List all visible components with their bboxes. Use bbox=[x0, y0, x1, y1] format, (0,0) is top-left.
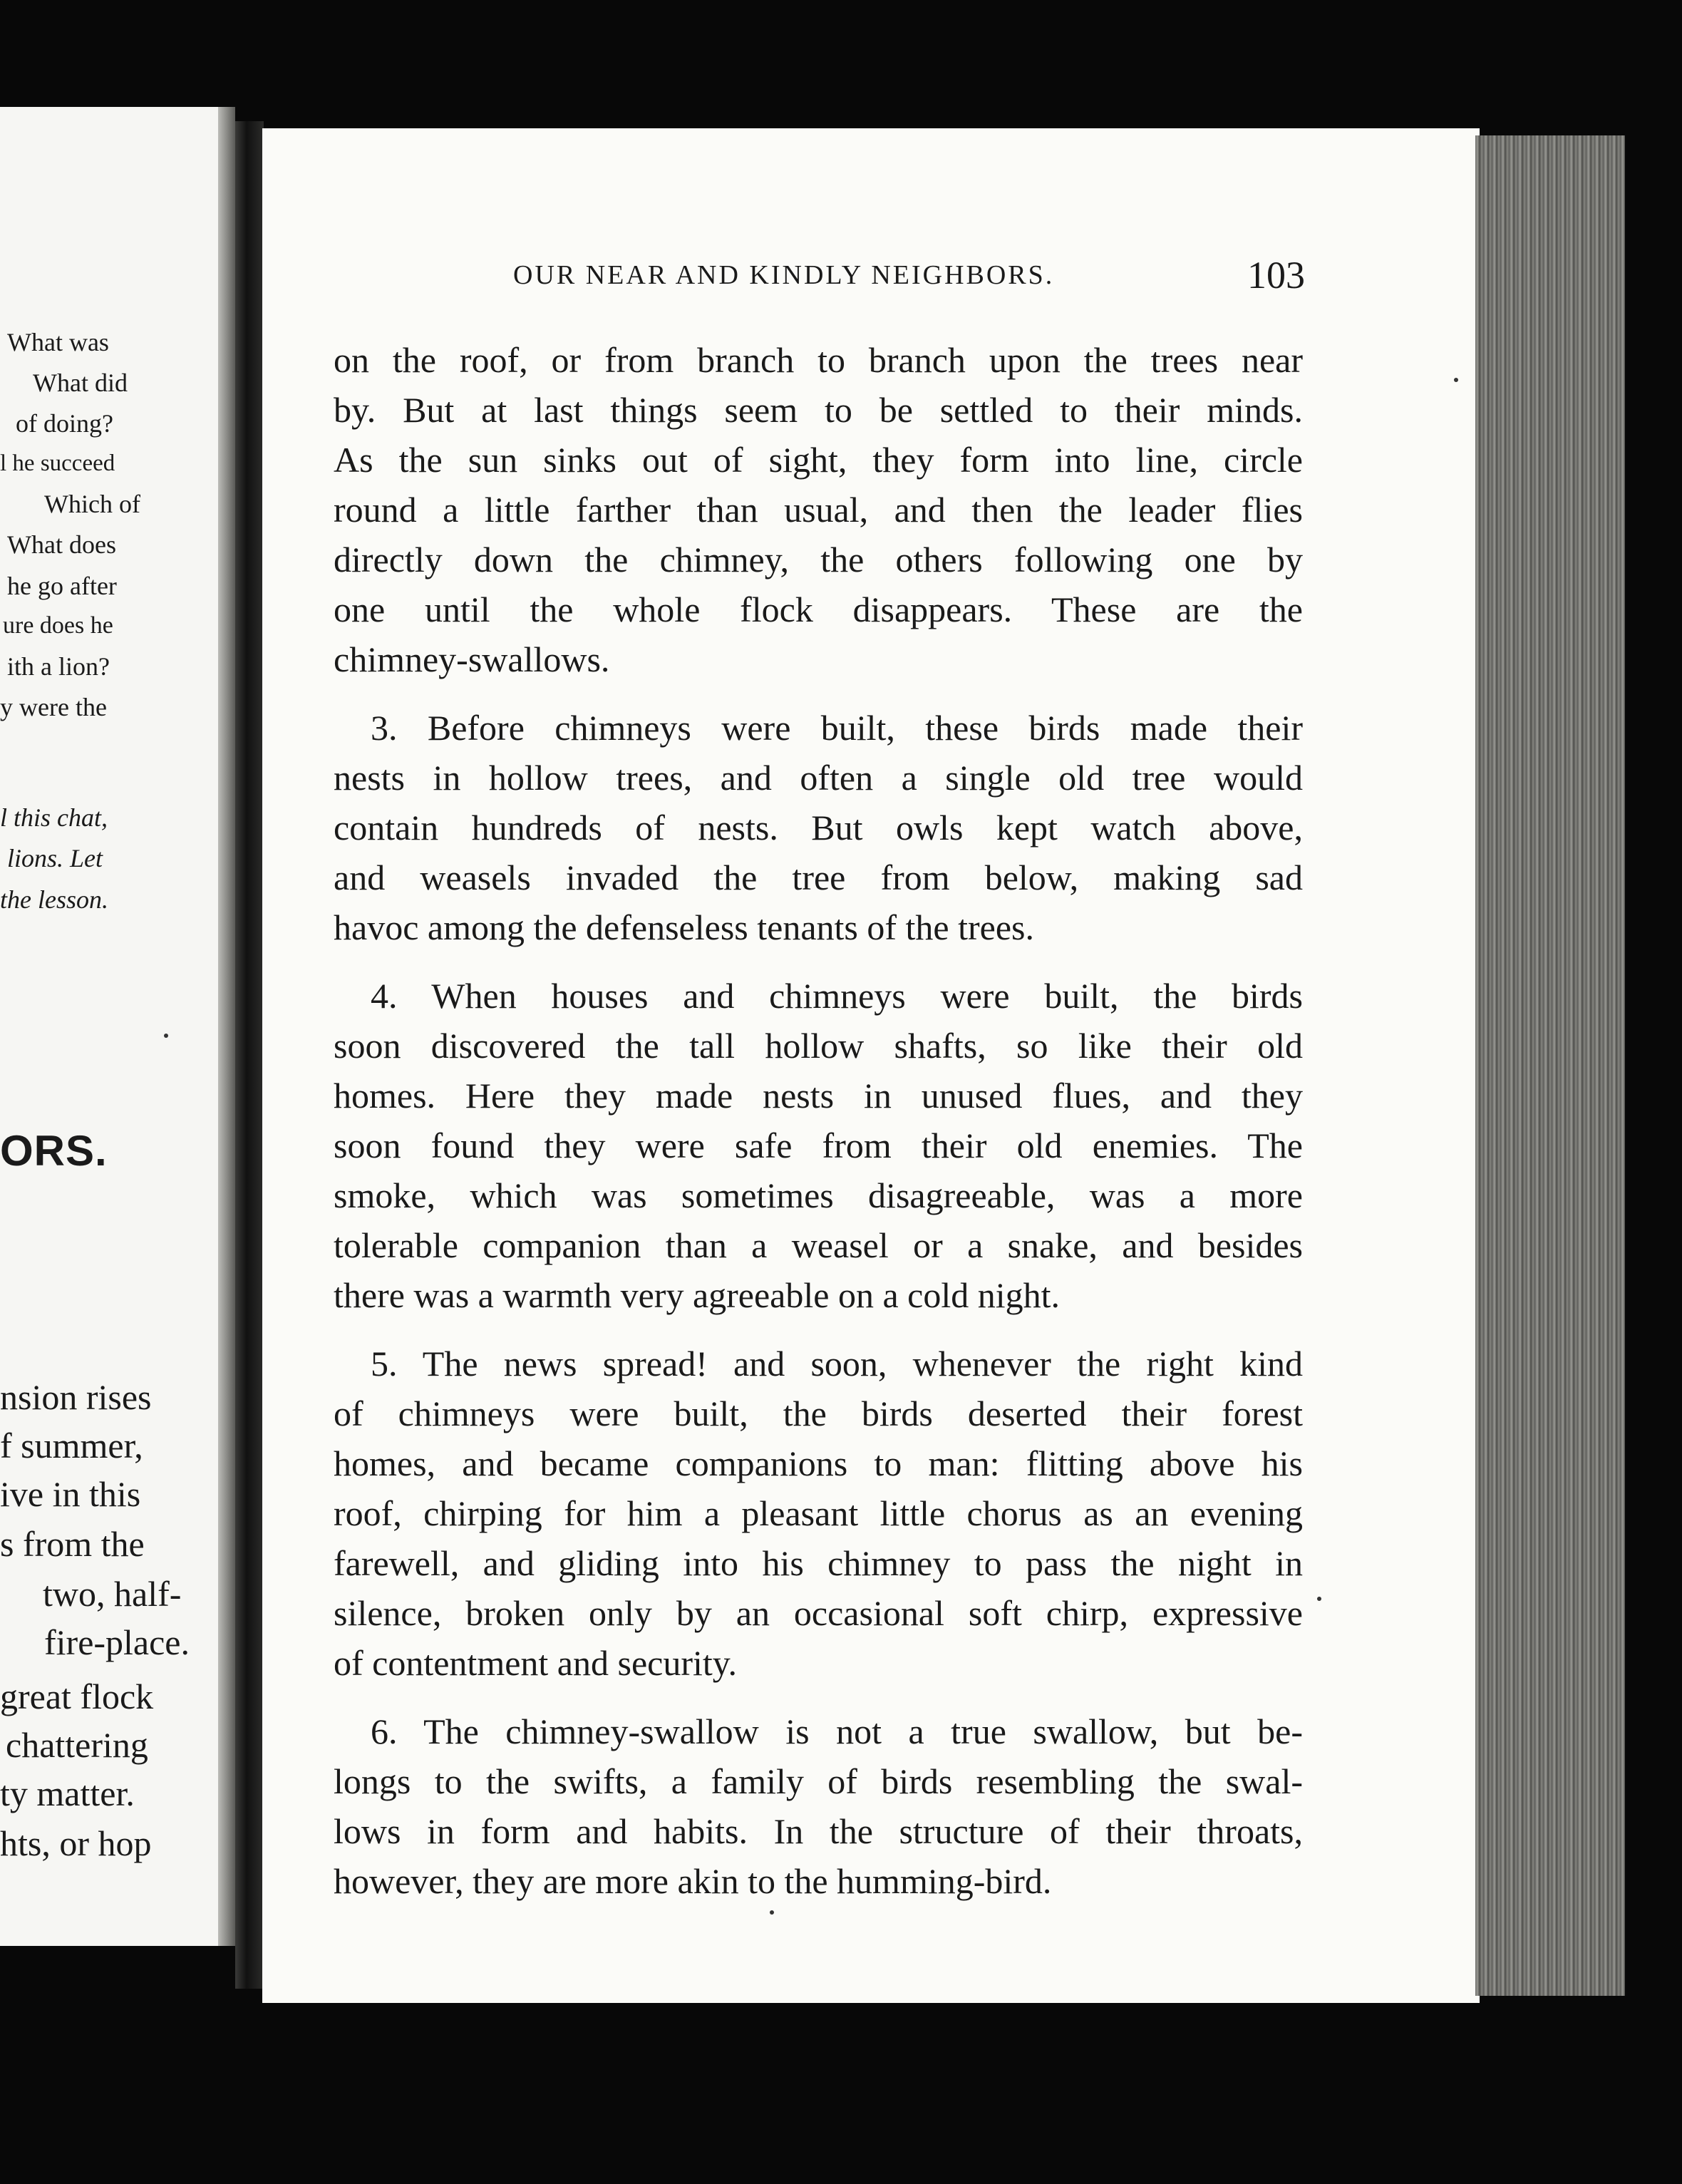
text-line: there was a warmth very agreeable on a cold night. bbox=[334, 1275, 1061, 1315]
left-line: ure does he bbox=[3, 612, 113, 639]
left-page-heading: ORS. bbox=[0, 1127, 108, 1175]
text-line: As the sun sinks out of sight, they form into line, circle bbox=[334, 440, 1303, 480]
text-line: roof, chirping for him a pleasant little chorus as an evening bbox=[334, 1493, 1303, 1533]
left-body-line: ty matter. bbox=[0, 1773, 135, 1813]
text-line: one until the whole flock disappears. These are the bbox=[334, 589, 1303, 629]
left-body-line: nsion rises bbox=[0, 1377, 152, 1417]
left-body-line: hts, or hop bbox=[0, 1823, 152, 1863]
text-line: soon discovered the tall hollow shafts, so like their old bbox=[334, 1026, 1303, 1066]
left-line: of doing? bbox=[16, 409, 113, 438]
paragraph-continued bbox=[334, 335, 1303, 684]
text-line: 6. The chimney-swallow is not a true swallow, but be- bbox=[371, 1711, 1303, 1751]
text-line: of chimneys were built, the birds deserted their forest bbox=[334, 1394, 1303, 1433]
text-line: longs to the swifts, a family of birds resembling the swal- bbox=[334, 1761, 1303, 1801]
book-spine bbox=[235, 121, 264, 1989]
left-body-line: two, half- bbox=[43, 1574, 182, 1614]
running-head: OUR NEAR AND KINDLY NEIGHBORS. bbox=[513, 260, 1055, 290]
left-body-line: s from the bbox=[0, 1524, 145, 1564]
left-body-line: f summer, bbox=[0, 1426, 143, 1466]
text-line: of contentment and security. bbox=[334, 1643, 738, 1683]
text-line: tolerable companion than a weasel or a snake, and besides bbox=[334, 1225, 1303, 1265]
left-italic-line: lions. Let bbox=[7, 844, 103, 872]
left-line: Which of bbox=[44, 490, 140, 518]
text-line: lows in form and habits. In the structure of their throats, bbox=[334, 1811, 1303, 1851]
text-line: homes, and became companions to man: flitting above his bbox=[334, 1443, 1303, 1483]
left-italic-line: l this chat, bbox=[0, 803, 108, 832]
text-line: and weasels invaded the tree from below, making sad bbox=[334, 857, 1303, 897]
left-line: y were the bbox=[0, 693, 107, 721]
text-line: by. But at last things seem to be settled to their minds. bbox=[334, 390, 1303, 430]
left-line: What does bbox=[7, 530, 116, 559]
text-line: havoc among the defenseless tenants of the trees. bbox=[334, 907, 1034, 947]
text-line: chimney-swallows. bbox=[334, 639, 610, 679]
text-line: 5. The news spread! and soon, whenever the right kind bbox=[371, 1344, 1303, 1384]
paragraph-6 bbox=[334, 1706, 1303, 1906]
left-page bbox=[0, 107, 235, 1946]
left-line: What was bbox=[7, 328, 109, 356]
text-line: farewell, and gliding into his chimney to pass the night in bbox=[334, 1543, 1303, 1583]
left-body-line: fire-place. bbox=[44, 1622, 190, 1662]
page-number: 103 bbox=[1247, 254, 1305, 297]
page-edges bbox=[1475, 135, 1625, 1996]
scan-speck bbox=[164, 1034, 168, 1038]
left-line: What did bbox=[33, 369, 128, 397]
scan-speck bbox=[1317, 1597, 1321, 1601]
paragraph-4 bbox=[334, 971, 1303, 1320]
left-italic-line: the lesson. bbox=[0, 885, 108, 914]
text-line: contain hundreds of nests. But owls kept watch above, bbox=[334, 808, 1303, 848]
text-line: on the roof, or from branch to branch upon the trees near bbox=[334, 340, 1303, 380]
scan-speck bbox=[770, 1910, 774, 1915]
text-line: homes. Here they made nests in unused flues, and they bbox=[334, 1076, 1303, 1116]
left-page-gutter-shadow bbox=[218, 107, 235, 1946]
paragraph-5 bbox=[334, 1339, 1303, 1688]
body-text bbox=[334, 335, 1303, 1906]
text-line: 3. Before chimneys were built, these birds made their bbox=[371, 708, 1303, 748]
text-line: round a little farther than usual, and then the leader flies bbox=[334, 490, 1303, 530]
text-line: smoke, which was sometimes disagreeable, was a more bbox=[334, 1175, 1303, 1215]
left-line: l he succeed bbox=[0, 450, 115, 476]
left-body-line: great flock bbox=[0, 1676, 154, 1716]
text-line: nests in hollow trees, and often a single old tree would bbox=[334, 758, 1303, 798]
left-line: ith a lion? bbox=[7, 652, 110, 681]
text-line: 4. When houses and chimneys were built, the birds bbox=[371, 976, 1303, 1016]
left-body-line: chattering bbox=[6, 1725, 148, 1765]
paragraph-3 bbox=[334, 703, 1303, 952]
text-line: silence, broken only by an occasional soft chirp, expressive bbox=[334, 1593, 1303, 1633]
text-line: directly down the chimney, the others following one by bbox=[334, 540, 1303, 580]
left-body-line: ive in this bbox=[0, 1474, 141, 1514]
left-line: he go after bbox=[7, 572, 117, 600]
text-line: however, they are more akin to the humming-bird. bbox=[334, 1861, 1052, 1901]
scan-speck bbox=[1454, 378, 1458, 382]
text-line: soon found they were safe from their old enemies. The bbox=[334, 1126, 1303, 1165]
